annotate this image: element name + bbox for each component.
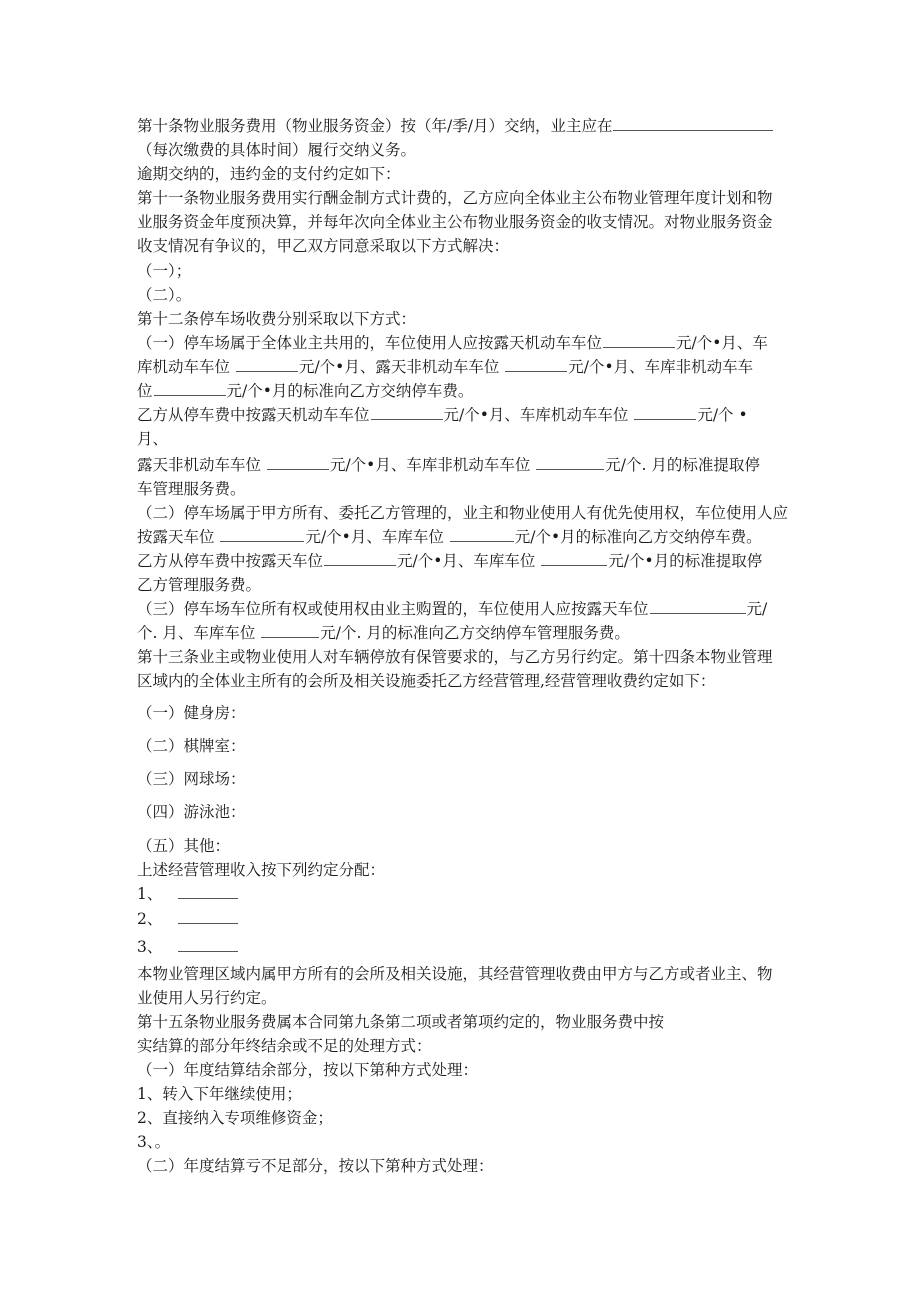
fill-blank[interactable] bbox=[603, 333, 675, 348]
text-line bbox=[137, 1060, 478, 1080]
text-run: 1、转入下年继续使用； bbox=[137, 1085, 302, 1103]
text-run: 业服务资金年度预决算，并每年次向全体业主公布物业服务资金的收支情况。对物业服务资金 bbox=[137, 213, 773, 231]
fill-blank[interactable] bbox=[650, 599, 746, 614]
text-run: 乙方从停车费中按露天车位 bbox=[137, 552, 324, 570]
text-line bbox=[137, 140, 416, 160]
text-run: 第十二条停车场收费分别采取以下方式： bbox=[137, 310, 417, 328]
text-run: （二）。 bbox=[137, 286, 192, 304]
text-run: （二）年度结算亏不足部分，按以下第种方式处理： bbox=[137, 1157, 494, 1175]
text-line bbox=[137, 164, 401, 184]
text-run: （一）年度结算结余部分，按以下第种方式处理： bbox=[137, 1061, 479, 1079]
fill-blank[interactable] bbox=[450, 527, 514, 542]
text-line bbox=[137, 236, 509, 256]
text-line bbox=[137, 937, 239, 957]
text-line bbox=[137, 479, 246, 499]
text-run: 元/个. 月的标准提取停 bbox=[605, 456, 760, 474]
text-line bbox=[137, 1012, 664, 1032]
fill-blank[interactable] bbox=[267, 455, 329, 470]
text-line bbox=[137, 503, 788, 523]
text-line bbox=[137, 1036, 432, 1056]
text-line bbox=[137, 527, 762, 547]
text-run: （二）停车场属于甲方所有、委托乙方管理的，业主和物业使用人有优先使用权，车位使用人应 bbox=[137, 504, 789, 522]
fill-blank[interactable] bbox=[154, 381, 226, 396]
text-run: 3、 bbox=[137, 938, 163, 956]
text-line bbox=[137, 884, 239, 904]
text-run: 库机动车车位 bbox=[137, 358, 231, 376]
fill-blank[interactable] bbox=[634, 405, 696, 420]
text-run: 个. 月、车库车位 bbox=[137, 624, 256, 642]
text-line bbox=[137, 736, 246, 756]
fill-blank[interactable] bbox=[541, 551, 607, 566]
text-line bbox=[137, 405, 748, 425]
text-run: 逾期交纳的，违约金的支付约定如下： bbox=[137, 165, 401, 183]
text-run: 车管理服务费。 bbox=[137, 480, 246, 498]
fill-blank[interactable] bbox=[371, 405, 443, 420]
text-run: 元/个•月的标准提取停 bbox=[608, 552, 763, 570]
text-run: （一）； bbox=[137, 262, 192, 280]
text-run: 元/个•月、车库非机动车车 bbox=[568, 358, 754, 376]
text-run: 位 bbox=[137, 382, 153, 400]
text-line bbox=[137, 623, 630, 643]
text-run: 业使用人另行约定。 bbox=[137, 989, 277, 1007]
text-run: （二）棋牌室： bbox=[137, 737, 246, 755]
fill-blank[interactable] bbox=[178, 909, 238, 924]
text-line bbox=[137, 212, 773, 232]
text-line bbox=[137, 647, 773, 667]
text-line bbox=[137, 860, 385, 880]
text-run: 元/个 • bbox=[697, 406, 748, 424]
text-run: 元/个. 月的标准向乙方交纳停车管理服务费。 bbox=[320, 624, 630, 642]
fill-blank[interactable] bbox=[220, 527, 304, 542]
text-line bbox=[137, 551, 762, 571]
text-line bbox=[137, 671, 715, 691]
text-line bbox=[137, 455, 760, 475]
text-run: 第十五条物业服务费属本合同第九条第二项或者第项约定的，物业服务费中按 bbox=[137, 1013, 665, 1031]
text-run: （四）游泳池： bbox=[137, 803, 246, 821]
text-run: 2、直接纳入专项维修资金； bbox=[137, 1109, 333, 1127]
text-run: （三）网球场： bbox=[137, 770, 246, 788]
fill-blank[interactable] bbox=[536, 455, 604, 470]
text-run: 元/个•月、车库车位 bbox=[397, 552, 536, 570]
text-line bbox=[137, 909, 239, 929]
text-run: 乙方管理服务费。 bbox=[137, 576, 262, 594]
text-line bbox=[137, 703, 246, 723]
fill-blank[interactable] bbox=[505, 357, 567, 372]
text-line bbox=[137, 1156, 494, 1176]
text-run: 元/个•月的标准向乙方交纳停车费。 bbox=[514, 528, 762, 546]
fill-blank[interactable] bbox=[236, 357, 298, 372]
text-run: （五）其他： bbox=[137, 837, 231, 855]
text-run: 第十条物业服务费用（物业服务资金）按（年/季/月）交纳，业主应在 bbox=[137, 117, 613, 135]
fill-blank[interactable] bbox=[178, 884, 238, 899]
fill-blank[interactable] bbox=[178, 937, 238, 952]
text-run: 区域内的全体业主所有的会所及相关设施委托乙方经营管理,经营管理收费约定如下： bbox=[137, 672, 716, 690]
text-line bbox=[137, 116, 774, 136]
text-line bbox=[137, 988, 277, 1008]
fill-blank[interactable] bbox=[613, 116, 773, 131]
text-run: 3、。 bbox=[137, 1133, 171, 1151]
text-line bbox=[137, 333, 768, 353]
text-run: 元/个•月、露天非机动车车位 bbox=[298, 358, 500, 376]
text-line bbox=[137, 285, 191, 305]
text-run: 收支情况有争议的，甲乙双方同意采取以下方式解决： bbox=[137, 237, 510, 255]
text-run: 元/个•月、车库车位 bbox=[305, 528, 444, 546]
text-line bbox=[137, 261, 191, 281]
text-run: （一）停车场属于全体业主共用的，车位使用人应按露天机动车车位 bbox=[137, 334, 603, 352]
text-run: 实结算的部分年终结余或不足的处理方式： bbox=[137, 1037, 432, 1055]
text-run: （三）停车场车位所有权或使用权由业主购置的，车位使用人应按露天车位 bbox=[137, 600, 649, 618]
text-run: 本物业管理区域内属甲方所有的会所及相关设施，其经营管理收费由甲方与乙方或者业主、物 bbox=[137, 965, 773, 983]
text-run: 第十一条物业服务费用实行酬金制方式计费的，乙方应向全体业主公布物业管理年度计划和物 bbox=[137, 189, 773, 207]
text-line bbox=[137, 575, 261, 595]
text-run: 元/ bbox=[746, 600, 768, 618]
text-line bbox=[137, 1132, 170, 1152]
text-line bbox=[137, 309, 416, 329]
text-line bbox=[137, 964, 773, 984]
text-run: 按露天车位 bbox=[137, 528, 215, 546]
text-run: 2、 bbox=[137, 910, 163, 928]
text-line bbox=[137, 429, 168, 449]
text-run: 元/个•月的标准向乙方交纳停车费。 bbox=[226, 382, 474, 400]
text-line bbox=[137, 188, 773, 208]
text-run: 元/个•月、车库非机动车车位 bbox=[329, 456, 531, 474]
text-run: 第十三条业主或物业使用人对车辆停放有保管要求的，与乙方另行约定。第十四条本物业管理 bbox=[137, 648, 773, 666]
text-run: 1、 bbox=[137, 885, 163, 903]
text-run: 元/个•月、车库机动车车位 bbox=[443, 406, 629, 424]
text-line bbox=[137, 1084, 302, 1104]
text-run: 乙方从停车费中按露天机动车车位 bbox=[137, 406, 370, 424]
text-line bbox=[137, 381, 473, 401]
text-line bbox=[137, 769, 246, 789]
fill-blank[interactable] bbox=[324, 551, 396, 566]
text-line bbox=[137, 599, 767, 619]
text-line bbox=[137, 357, 753, 377]
text-run: （每次缴费的具体时间）履行交纳义务。 bbox=[137, 141, 417, 159]
text-line bbox=[137, 802, 246, 822]
text-run: 露天非机动车车位 bbox=[137, 456, 262, 474]
text-line bbox=[137, 1108, 333, 1128]
text-run: （一）健身房： bbox=[137, 704, 246, 722]
text-run: 月、 bbox=[137, 430, 169, 448]
text-run: 元/个•月、车 bbox=[676, 334, 768, 352]
fill-blank[interactable] bbox=[261, 623, 319, 638]
text-line bbox=[137, 836, 230, 856]
text-run: 上述经营管理收入按下列约定分配： bbox=[137, 861, 386, 879]
